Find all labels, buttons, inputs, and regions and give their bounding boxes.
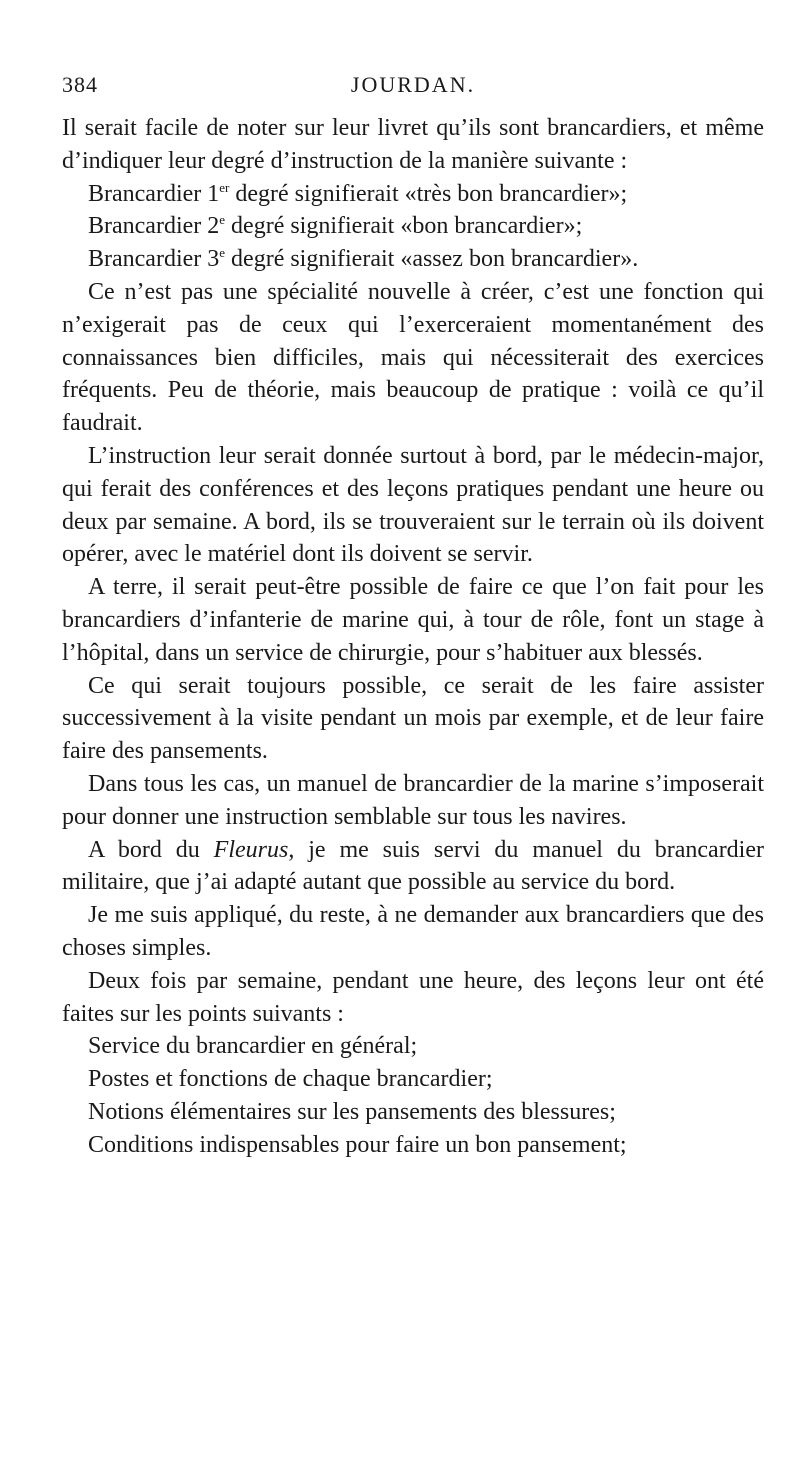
list-item: Notions élémentaires sur les pansements des blessures; (88, 1098, 616, 1125)
paragraph (62, 834, 764, 900)
paragraph-text: A bord du (88, 836, 214, 863)
page-number: 384 (62, 72, 98, 97)
paragraph: L’instruction leur serait donnée surtout à bord, par le médecin-major, qui ferait des conférences et des leçons pratiques pendant une heure ou deux par semaine. A bord, ils se trouveraient sur le terrain où ils doivent opérer, avec le matériel dont ils doivent se servir. (62, 442, 764, 568)
ordinal-superscript: e (219, 212, 226, 228)
paragraph: Dans tous les cas, un manuel de brancardier de la marine s’imposerait pour donner une instruction semblable sur tous les navires. (62, 770, 764, 830)
paragraph: Je me suis appliqué, du reste, à ne demander aux brancardiers que des choses simples. (62, 902, 764, 961)
running-head: JOURDAN. (350, 72, 476, 97)
paragraph: Ce n’est pas une spécialité nouvelle à créer, c’est une fonction qui n’exigerait pas de ceux qui l’exerceraient momentanément des connaissances bien difficiles, mais qui nécessiterait des exercices fréquents. Peu de théorie, mais beaucoup de pratique : voilà ce qu’il faudrait. (62, 278, 764, 437)
degree-line-1 (62, 178, 764, 211)
paragraph: Deux fois par semaine, pendant une heure, des leçons leur ont été faites sur les points suivants : (62, 967, 764, 1027)
list-item: Service du brancardier en général; (88, 1033, 418, 1060)
degree-line-text: degré signifierait «bon brancardier»; (225, 213, 583, 240)
list-item: Postes et fonctions de chaque brancardier; (88, 1066, 493, 1093)
degree-line-text: degré signifierait «assez bon brancardier». (225, 246, 639, 273)
ordinal-superscript: er (219, 179, 230, 195)
page-body (62, 112, 764, 1162)
degree-line-3 (62, 243, 764, 276)
degree-line-2 (62, 210, 764, 243)
page-header (62, 72, 764, 102)
paragraph: Il serait facile de noter sur leur livret qu’ils sont brancardiers, et même d’indiquer leur degré d’instruction de la manière suivante : (62, 115, 764, 174)
ship-name: Fleurus (213, 836, 289, 863)
degree-line-text: Brancardier 2 (88, 213, 220, 240)
paragraph: Ce qui serait toujours possible, ce serait de les faire assister successivement à la visite pendant un mois par exemple, et de leur faire faire des pansements. (62, 672, 764, 765)
degree-line-text: Brancardier 3 (88, 246, 220, 273)
paragraph-text: , je me suis servi du manuel du brancardier militaire, que j’ai adapté autant que possible au service du bord. (62, 836, 764, 896)
paragraph: A terre, il serait peut-être possible de faire ce que l’on fait pour les brancardiers d’infanterie de marine qui, à tour de rôle, font un stage à l’hôpital, dans un service de chirurgie, pour s’habituer aux blessés. (62, 574, 764, 666)
degree-line-text: Brancardier 1 (88, 180, 220, 207)
ordinal-superscript: e (219, 245, 226, 261)
degree-line-text: degré signifierait «très bon brancardier»; (229, 180, 628, 207)
list-item: Conditions indispensables pour faire un bon pansement; (88, 1131, 627, 1158)
